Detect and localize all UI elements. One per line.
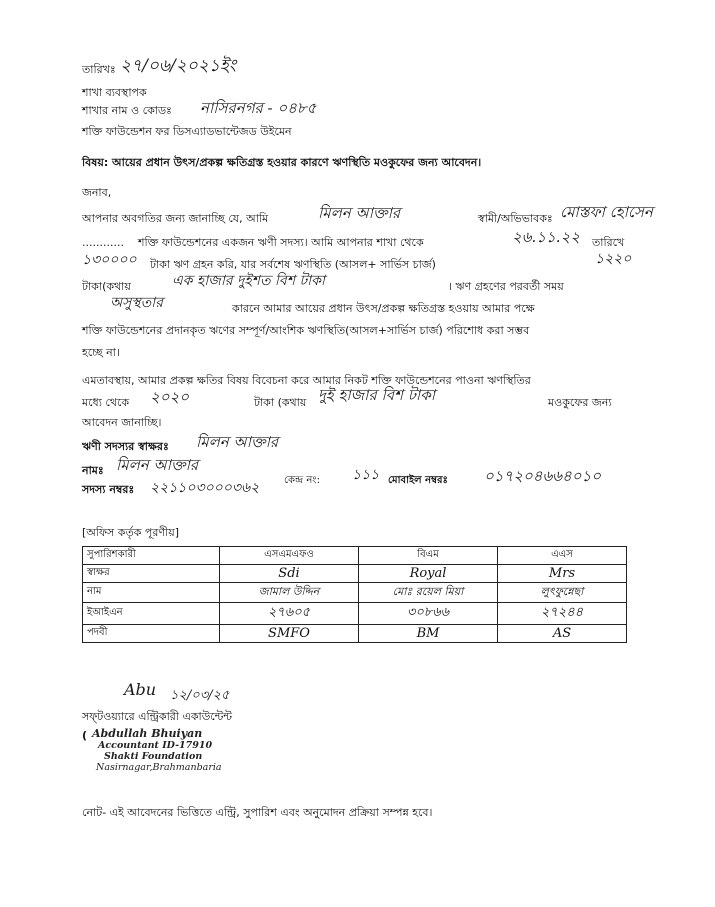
body-line-3a: টাকা ঋণ গ্রহন করি, যার সর্বশেষ ঋণস্থিতি (আসল+ সার্ভিস চার্জ) [150, 258, 436, 271]
waive-amount-handwritten: ২০২০ [150, 388, 190, 406]
table-cell: Sdi [220, 565, 359, 583]
body-p2-line-1: এমতাবস্থায়, আমার প্রকল্প ক্ষতির বিষয় বিবেচনা করে আমার নিকট শক্তি ফাউন্ডেশনের পাওনা ঋণস্থিতির [82, 374, 531, 387]
table-cell: জামাল উদ্দিন [220, 583, 359, 603]
loan-balance-handwritten: ১২২০ [595, 251, 632, 267]
accountant-signature: Abu [124, 680, 157, 699]
date-value: ২৭/০৬/২০২১ইং [120, 56, 237, 76]
table-row [83, 583, 627, 603]
table-cell: AS [498, 625, 627, 643]
member-name-label: নামঃ [82, 464, 104, 477]
table-cell: BM [359, 625, 498, 643]
body-line-1b: স্বামী/অভিভাবকঃ [478, 212, 553, 225]
reason-handwritten: অসুস্থতার [110, 295, 163, 311]
loan-date-handwritten: ২৬.১১.২২ [512, 228, 581, 246]
table-header-cell: এএস [498, 547, 627, 565]
office-use-note: [অফিস কর্তৃক পূরণীয়] [82, 526, 179, 539]
waive-words-handwritten: দুই হাজার বিশ টাকা [318, 386, 436, 404]
table-header-cell: সুপারিশকারী [83, 547, 220, 565]
member-name-handwritten: মিলন আক্তার [318, 204, 401, 222]
table-cell: মোঃ রয়েল মিয়া [359, 583, 498, 603]
member-id-value: ২২১১০৩০০০৩৬২ [150, 480, 260, 496]
member-signature-label: ঋণী সদস্যর স্বাক্ষরঃ [82, 440, 169, 453]
table-cell: ২৭৬০৫ [220, 603, 359, 625]
stamp-id: Accountant ID-17910 [98, 740, 213, 751]
table-cell: Mrs [498, 565, 627, 583]
table-row-label: ইআইএন [83, 603, 220, 625]
organization-line: শক্তি ফাউন্ডেশন ফর ডিসএ্যাডভান্টেজড উইমেন [82, 125, 292, 138]
salutation: জনাব, [82, 186, 112, 199]
table-header-cell: বিএম [359, 547, 498, 565]
body-line-2-dots: ............ [82, 236, 124, 249]
branch-value: নাসিরনগর - ০৪৮৫ [200, 99, 317, 117]
center-label: কেন্দ্র নং: [284, 475, 320, 486]
recipient-line: শাখা ব্যবস্থাপক [82, 86, 147, 99]
body-p2-line-3: আবেদন জানাচ্ছি। [82, 416, 162, 429]
table-cell: Royal [359, 565, 498, 583]
table-header-cell: এসএমএফও [220, 547, 359, 565]
body-p2-line-2a: মধ্যে থেকে [82, 396, 130, 409]
accountant-title: সফ্‌টওয়্যারে এন্ট্রিকারী একাউন্টেন্ট [82, 710, 233, 723]
member-id-label: সদস্য নম্বরঃ [82, 483, 135, 496]
recommendation-table [82, 546, 627, 643]
table-cell: লুৎফুন্নেছা [498, 583, 627, 603]
member-name-value: মিলন আক্তার [116, 456, 199, 474]
guardian-name-handwritten: মোস্তফা হোসেন [560, 203, 653, 221]
body-line-2b: তারিখে [592, 236, 625, 249]
stamp-organization: Shakti Foundation [104, 751, 203, 762]
table-header-row [83, 547, 627, 565]
body-line-5a: কারনে আমার আয়ের প্রধান উৎস/প্রকল্প ক্ষতিগ্রস্ত হওয়ায় আমার পক্ষে [232, 302, 535, 315]
member-signature: মিলন আক্তার [196, 433, 279, 451]
table-row-label: স্বাক্ষর [83, 565, 220, 583]
table-row-label: নাম [83, 583, 220, 603]
stamp-location: Nasirnagar,Brahmanbaria [96, 762, 222, 773]
table-cell: ৩০৮৬৬ [359, 603, 498, 625]
table-row [83, 603, 627, 625]
table-cell: ২৭২৪৪ [498, 603, 627, 625]
body-line-7: হচ্ছে না। [82, 346, 120, 359]
subject-line: বিষয়: আয়ের প্রধান উৎস/প্রকল্প ক্ষতিগ্রস্ত হওয়ার কারণে ঋণস্থিতি মওকুফের জন্য আবেদন। [82, 156, 482, 169]
body-line-4b: । ঋণ গ্রহণের পরবর্তী সময় [448, 280, 564, 293]
mobile-value: ০১৭২০৪৬৬৪০১০ [484, 467, 601, 485]
body-line-6: শক্তি ফাউন্ডেশনের প্রদানকৃত ঋণের সম্পূর্ণ/আংশিক ঋণস্থিতি(আসল+সার্ভিস চার্জ) পরিশোধ করা সম্ভব [82, 324, 530, 337]
balance-words-handwritten: এক হাজার দুইশত বিশ টাকা [172, 273, 325, 289]
table-row-label: পদবী [83, 625, 220, 643]
loan-amount-handwritten: ১৩০০০০ [82, 252, 137, 268]
body-p2-line-2b: টাকা (কথায় [254, 396, 307, 409]
accountant-sign-date: ১২/০৩/২৫ [170, 688, 230, 703]
accountant-name-prefix: ( [82, 729, 88, 742]
stamp-name: Abdullah Bhuiyan [92, 727, 203, 740]
center-value: ১১১ [352, 467, 380, 483]
body-line-4a: টাকা(কথায় [82, 280, 131, 293]
table-row [83, 565, 627, 583]
table-cell: SMFO [220, 625, 359, 643]
table-row [83, 625, 627, 643]
body-line-2a: শক্তি ফাউন্ডেশনের একজন ঋণী সদস্য। আমি আপনার শাখা থেকে [138, 236, 424, 249]
footer-note: নোট- এই আবেদনের ভিত্তিতে এন্ট্রি, সুপারিশ এবং অনুমোদন প্রক্রিয়া সম্পন্ন হবে। [82, 806, 433, 819]
body-line-1a: আপনার অবগতির জন্য জানাচ্ছি যে, আমি [82, 212, 269, 225]
mobile-label: মোবাইল নম্বরঃ [388, 475, 448, 486]
date-label: তারিখঃ [82, 63, 116, 76]
body-p2-line-2c: মওকুফের জন্য [548, 396, 612, 409]
branch-label: শাখার নাম ও কোডঃ [82, 104, 172, 117]
